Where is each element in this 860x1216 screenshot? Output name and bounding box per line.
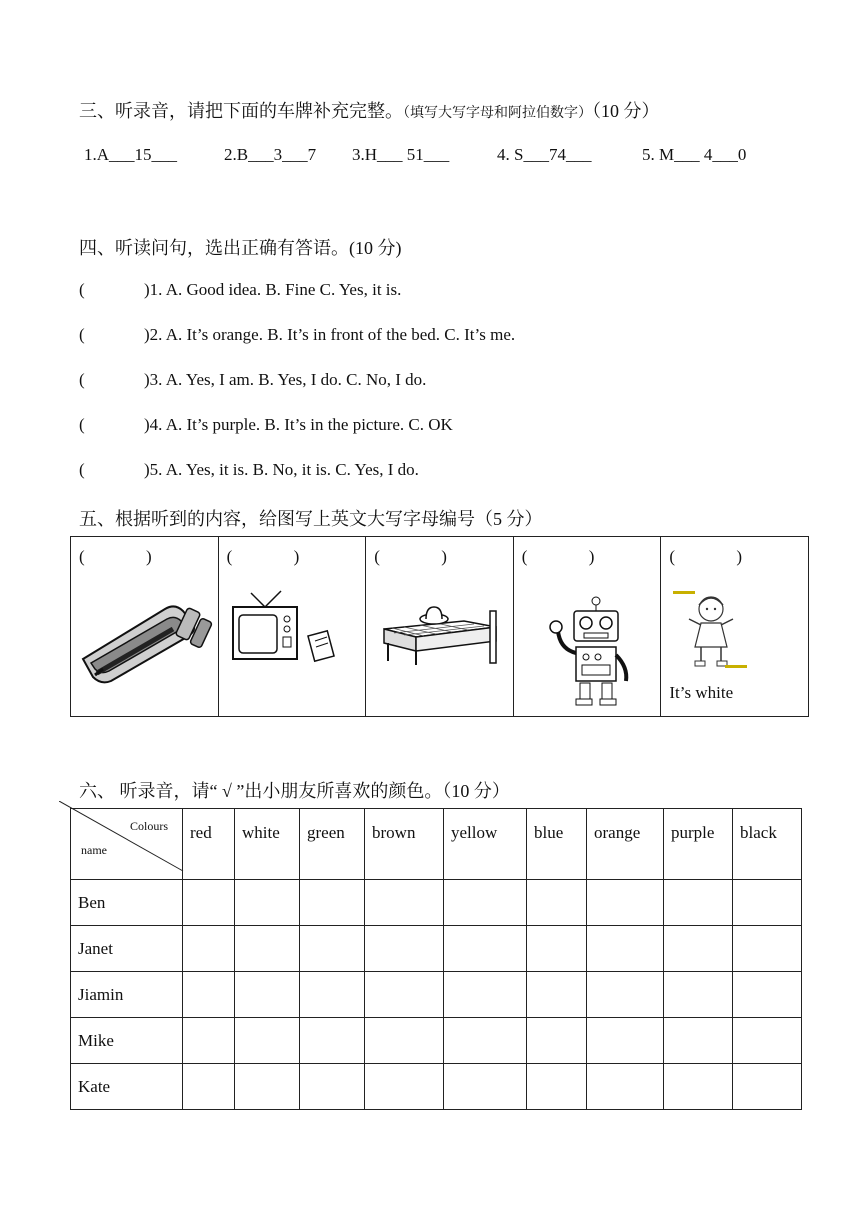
tick-cell[interactable]: [733, 1018, 802, 1064]
table-row: [71, 1064, 802, 1110]
tick-cell[interactable]: [527, 1064, 587, 1110]
colour-header: orange: [587, 809, 664, 880]
tick-cell[interactable]: [300, 1064, 365, 1110]
tick-cell[interactable]: [444, 926, 527, 972]
table-row: [71, 1018, 802, 1064]
tick-cell[interactable]: [587, 972, 664, 1018]
tick-cell[interactable]: [365, 926, 444, 972]
child-name: Ben: [71, 880, 183, 926]
tick-cell[interactable]: [587, 880, 664, 926]
tick-cell[interactable]: [664, 972, 733, 1018]
question-paren: (: [79, 460, 85, 479]
tick-cell[interactable]: [527, 880, 587, 926]
table-row: [71, 880, 802, 926]
colour-header: black: [733, 809, 802, 880]
section3-heading: [79, 97, 660, 123]
answer-blank-3[interactable]: ( ): [374, 547, 447, 566]
tick-cell[interactable]: [664, 926, 733, 972]
answer-blank-4[interactable]: ( ): [521, 547, 595, 566]
plate-5: 5. M___ 4___0: [642, 145, 747, 164]
child-name: Janet: [71, 926, 183, 972]
tick-cell[interactable]: [527, 926, 587, 972]
colour-header: yellow: [444, 809, 527, 880]
colour-grid: [70, 808, 802, 1110]
question-3: )3. A. Yes, I am. B. Yes, I do. C. No, I do.: [144, 370, 427, 389]
answer-blank-2[interactable]: ( ): [226, 547, 300, 566]
colour-header: red: [183, 809, 235, 880]
question-1: )1. A. Good idea. B. Fine C. Yes, it is.: [144, 280, 402, 299]
section6-title: 六、 听录音，请“ √ ”出小朋友所喜欢的颜色。（10 分）: [79, 781, 510, 801]
tick-cell[interactable]: [587, 1064, 664, 1110]
tick-cell[interactable]: [365, 880, 444, 926]
grid-header-row: [71, 809, 802, 880]
tick-cell[interactable]: [365, 1064, 444, 1110]
picture-cell-3: [366, 537, 514, 717]
child-name: Jiamin: [71, 972, 183, 1018]
tick-cell[interactable]: [235, 1064, 300, 1110]
child-name: Kate: [71, 1064, 183, 1110]
section3-title: 三、听录音，请把下面的车牌补充完整。: [79, 101, 403, 121]
picture-cell-2: [218, 537, 366, 717]
tick-cell[interactable]: [587, 926, 664, 972]
tick-cell[interactable]: [733, 1064, 802, 1110]
plate-3: 3.H___ 51___: [352, 145, 450, 164]
child-name: Mike: [71, 1018, 183, 1064]
picture-cell-5: [661, 537, 809, 717]
tick-cell[interactable]: [444, 880, 527, 926]
tick-cell[interactable]: [444, 1018, 527, 1064]
section4-title: 四、听读问句，选出正确有答语。(10 分): [79, 238, 402, 258]
tick-cell[interactable]: [183, 1018, 235, 1064]
plate-2: 2.B___3___7: [224, 145, 317, 164]
answer-blank-5[interactable]: ( ): [669, 547, 743, 566]
tick-cell[interactable]: [664, 880, 733, 926]
picture-caption: It’s white: [669, 683, 734, 702]
tick-cell[interactable]: [300, 972, 365, 1018]
tick-cell[interactable]: [587, 1018, 664, 1064]
table-row: [71, 926, 802, 972]
tick-cell[interactable]: [664, 1018, 733, 1064]
tick-cell[interactable]: [235, 926, 300, 972]
tick-cell[interactable]: [444, 972, 527, 1018]
question-paren: (: [79, 280, 85, 299]
tick-cell[interactable]: [733, 926, 802, 972]
plate-4: 4. S___74___: [497, 145, 592, 164]
tick-cell[interactable]: [300, 926, 365, 972]
diagonal-divider: [59, 801, 185, 873]
tick-cell[interactable]: [527, 972, 587, 1018]
question-paren: (: [79, 370, 85, 389]
grid-corner: [71, 809, 183, 880]
colour-header: brown: [365, 809, 444, 880]
colour-header: green: [300, 809, 365, 880]
robot-icon: [538, 595, 638, 707]
plate-1: 1.A___15___: [84, 145, 178, 164]
table-row: [71, 972, 802, 1018]
colour-header: white: [235, 809, 300, 880]
question-paren: (: [79, 325, 85, 344]
tick-cell[interactable]: [235, 880, 300, 926]
question-4: )4. A. It’s purple. B. It’s in the picture. C. OK: [144, 415, 453, 434]
tick-cell[interactable]: [235, 1018, 300, 1064]
question-5: )5. A. Yes, it is. B. No, it is. C. Yes, I do.: [144, 460, 419, 479]
tick-cell[interactable]: [183, 926, 235, 972]
tick-cell[interactable]: [183, 1064, 235, 1110]
colour-header: blue: [527, 809, 587, 880]
tick-cell[interactable]: [365, 972, 444, 1018]
tick-cell[interactable]: [733, 880, 802, 926]
tick-cell[interactable]: [664, 1064, 733, 1110]
tick-cell[interactable]: [733, 972, 802, 1018]
section3-note: （填写大写字母和阿拉伯数字）: [403, 106, 592, 121]
corner-name-label: name: [81, 843, 107, 857]
question-paren: (: [79, 415, 85, 434]
pencil-case-icon: [75, 589, 213, 685]
section3-score: （10 分）: [592, 101, 660, 121]
tick-cell[interactable]: [365, 1018, 444, 1064]
bed-icon: [380, 599, 504, 667]
tick-cell[interactable]: [300, 1018, 365, 1064]
picture-table: [70, 536, 809, 717]
tick-cell[interactable]: [527, 1018, 587, 1064]
tv-icon: [229, 587, 349, 667]
tick-cell[interactable]: [444, 1064, 527, 1110]
question-2: )2. A. It’s orange. B. It’s in front of the bed. C. It’s me.: [144, 325, 516, 344]
answer-blank-1[interactable]: ( ): [79, 547, 152, 566]
section5-title: 五、根据听到的内容，给图写上英文大写字母编号（5 分）: [79, 509, 543, 529]
picture-cell-1: [71, 537, 219, 717]
tick-cell[interactable]: [183, 880, 235, 926]
doll-icon: [671, 589, 751, 671]
corner-colours-label: Colours: [129, 819, 168, 833]
picture-cell-4: [513, 537, 661, 717]
tick-cell[interactable]: [300, 880, 365, 926]
tick-cell[interactable]: [183, 972, 235, 1018]
tick-cell[interactable]: [235, 972, 300, 1018]
colour-header: purple: [664, 809, 733, 880]
